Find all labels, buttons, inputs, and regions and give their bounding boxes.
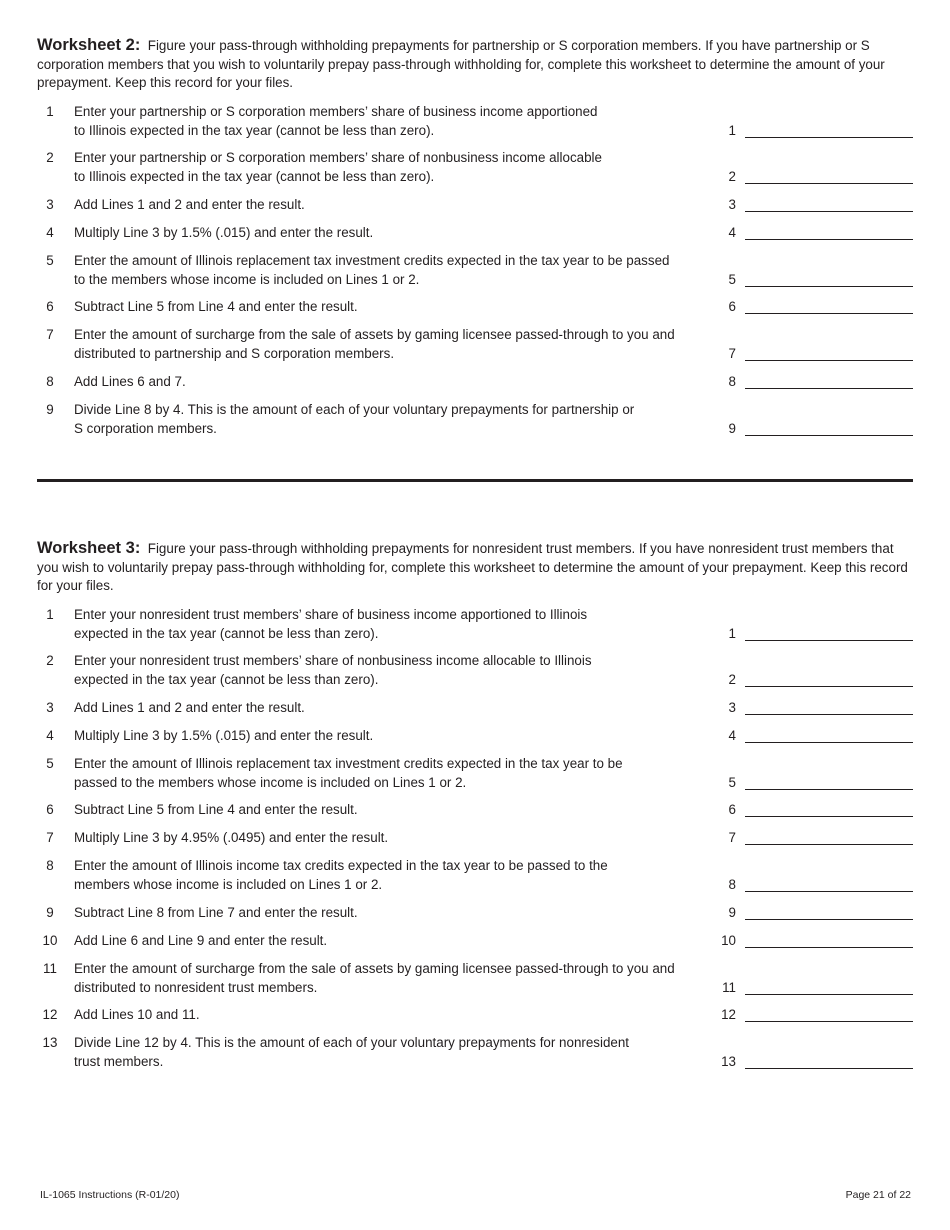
line-number: 5 xyxy=(46,253,54,268)
line-number: 8 xyxy=(46,858,54,873)
entry-line-number: 8 xyxy=(728,374,736,389)
amount-entry-field[interactable] xyxy=(745,165,913,184)
section-divider xyxy=(37,479,913,482)
line-instruction-text: Multiply Line 3 by 1.5% (.015) and enter the result. xyxy=(74,225,374,240)
worksheet-2 xyxy=(37,36,913,93)
line-instruction xyxy=(74,223,704,242)
worksheet-3-title: Worksheet 3: xyxy=(37,539,141,557)
line-instruction-text: S corporation members. xyxy=(74,421,217,436)
entry-line-number: 3 xyxy=(728,197,736,212)
line-instruction xyxy=(74,651,704,689)
line-number: 6 xyxy=(46,802,54,817)
entry-line-number: 5 xyxy=(728,272,736,287)
amount-entry-field[interactable] xyxy=(745,771,913,790)
entry-line-number: 12 xyxy=(721,1007,736,1022)
line-instruction-text: Add Lines 1 and 2 and enter the result. xyxy=(74,197,305,212)
amount-entry-field[interactable] xyxy=(745,668,913,687)
line-instruction-text: Enter the amount of surcharge from the sale of assets by gaming licensee passed-through to you and xyxy=(74,961,675,976)
ws3-line-4 xyxy=(37,726,913,745)
amount-entry-field[interactable] xyxy=(745,798,913,817)
line-instruction xyxy=(74,828,704,847)
amount-entry-field[interactable] xyxy=(745,929,913,948)
line-instruction-text: Enter your partnership or S corporation members’ share of business income apportioned xyxy=(74,104,598,119)
line-number: 5 xyxy=(46,756,54,771)
page-number: Page 21 of 22 xyxy=(845,1189,911,1201)
ws3-line-9 xyxy=(37,903,913,922)
line-number: 2 xyxy=(46,653,54,668)
line-instruction xyxy=(74,1033,704,1071)
line-instruction-text: Enter the amount of surcharge from the sale of assets by gaming licensee passed-through to you and xyxy=(74,327,675,342)
entry-line-number: 6 xyxy=(728,802,736,817)
entry-line-number: 11 xyxy=(722,980,736,995)
line-instruction-text: Multiply Line 3 by 4.95% (.0495) and enter the result. xyxy=(74,830,389,845)
line-instruction xyxy=(74,251,704,289)
line-instruction xyxy=(74,903,704,922)
line-instruction-text: distributed to partnership and S corporation members. xyxy=(74,346,395,361)
worksheet-3 xyxy=(37,539,913,596)
ws3-line-3 xyxy=(37,698,913,717)
entry-line-number: 2 xyxy=(728,672,736,687)
entry-line-number: 1 xyxy=(728,123,736,138)
entry-line-number: 8 xyxy=(728,877,736,892)
ws3-line-2 xyxy=(37,651,913,689)
entry-line-number: 2 xyxy=(728,169,736,184)
line-number: 8 xyxy=(46,374,54,389)
ws2-line-4 xyxy=(37,223,913,242)
ws3-line-11 xyxy=(37,959,913,997)
line-instruction-text: Subtract Line 5 from Line 4 and enter the result. xyxy=(74,299,358,314)
line-number: 4 xyxy=(46,225,54,240)
amount-entry-field[interactable] xyxy=(745,901,913,920)
line-instruction xyxy=(74,754,704,792)
line-instruction-text: Add Line 6 and Line 9 and enter the result. xyxy=(74,933,328,948)
ws2-line-5 xyxy=(37,251,913,289)
entry-line-number: 4 xyxy=(728,225,736,240)
line-instruction-text: expected in the tax year (cannot be less than zero). xyxy=(74,626,379,641)
entry-line-number: 5 xyxy=(728,775,736,790)
entry-line-number: 1 xyxy=(728,626,736,641)
ws3-line-1 xyxy=(37,605,913,643)
ws2-line-9 xyxy=(37,400,913,438)
line-number: 12 xyxy=(42,1007,58,1022)
amount-entry-field[interactable] xyxy=(745,622,913,641)
line-instruction-text: Add Lines 1 and 2 and enter the result. xyxy=(74,700,305,715)
line-number: 6 xyxy=(46,299,54,314)
entry-line-number: 4 xyxy=(728,728,736,743)
line-instruction-text: Add Lines 6 and 7. xyxy=(74,374,186,389)
line-instruction xyxy=(74,325,704,363)
entry-line-number: 13 xyxy=(721,1054,736,1069)
line-instruction-text: Enter the amount of Illinois replacement tax investment credits expected in the tax year to be passed xyxy=(74,253,670,268)
line-instruction xyxy=(74,931,704,950)
amount-entry-field[interactable] xyxy=(745,268,913,287)
ws2-line-1 xyxy=(37,102,913,140)
ws3-line-5 xyxy=(37,754,913,792)
line-instruction xyxy=(74,605,704,643)
line-number: 9 xyxy=(46,905,54,920)
amount-entry-field[interactable] xyxy=(745,724,913,743)
ws3-line-8 xyxy=(37,856,913,894)
line-number: 13 xyxy=(42,1035,58,1050)
line-instruction-text: Subtract Line 8 from Line 7 and enter the result. xyxy=(74,905,358,920)
entry-line-number: 3 xyxy=(728,700,736,715)
line-number: 1 xyxy=(46,104,54,119)
line-number: 7 xyxy=(46,830,54,845)
worksheet-2-intro-text: Figure your pass-through withholding prepayments for partnership or S corporation members. If you have partnership or S corporation members that you wish to voluntarily prepay pass-through withholding for, complete this worksheet to determine the amount of your prepayment. Keep this record for your files. xyxy=(37,38,885,90)
worksheet-2-title: Worksheet 2: xyxy=(37,36,141,54)
entry-line-number: 7 xyxy=(728,830,736,845)
amount-entry-field[interactable] xyxy=(745,1050,913,1069)
line-number: 2 xyxy=(46,150,54,165)
amount-entry-field[interactable] xyxy=(745,193,913,212)
line-instruction-text: passed to the members whose income is included on Lines 1 or 2. xyxy=(74,775,467,790)
amount-entry-field[interactable] xyxy=(745,342,913,361)
worksheet-3-intro-text: Figure your pass-through withholding prepayments for nonresident trust members. If you have nonresident trust members that you wish to voluntarily prepay pass-through withholding for, complete this worksheet to determine the amount of your prepayment. Keep this record for your files. xyxy=(37,541,908,593)
line-number: 1 xyxy=(46,607,54,622)
amount-entry-field[interactable] xyxy=(745,1003,913,1022)
line-instruction-text: Enter the amount of Illinois replacement tax investment credits expected in the tax year to be xyxy=(74,756,623,771)
entry-line-number: 9 xyxy=(728,421,736,436)
amount-entry-field[interactable] xyxy=(745,696,913,715)
amount-entry-field[interactable] xyxy=(745,370,913,389)
line-instruction-text: Divide Line 12 by 4. This is the amount of each of your voluntary prepayments for nonresident xyxy=(74,1035,630,1050)
line-instruction-text: to Illinois expected in the tax year (cannot be less than zero). xyxy=(74,169,435,184)
ws3-line-7 xyxy=(37,828,913,847)
line-number: 3 xyxy=(46,197,54,212)
line-instruction xyxy=(74,856,704,894)
amount-entry-field[interactable] xyxy=(745,976,913,995)
line-instruction xyxy=(74,297,704,316)
line-instruction xyxy=(74,400,704,438)
ws2-line-7 xyxy=(37,325,913,363)
line-number: 7 xyxy=(46,327,54,342)
line-instruction-text: Enter your nonresident trust members’ share of nonbusiness income allocable to Illinois xyxy=(74,653,592,668)
amount-entry-field[interactable] xyxy=(745,873,913,892)
ws3-line-12 xyxy=(37,1005,913,1024)
line-instruction-text: to the members whose income is included on Lines 1 or 2. xyxy=(74,272,420,287)
ws3-line-13 xyxy=(37,1033,913,1071)
ws3-line-6 xyxy=(37,800,913,819)
line-instruction-text: Add Lines 10 and 11. xyxy=(74,1007,200,1022)
ws2-line-6 xyxy=(37,297,913,316)
entry-line-number: 7 xyxy=(728,346,736,361)
worksheet-2-intro xyxy=(37,36,913,93)
line-instruction-text: Enter your partnership or S corporation members’ share of nonbusiness income allocable xyxy=(74,150,602,165)
line-instruction xyxy=(74,698,704,717)
line-instruction-text: members whose income is included on Lines 1 or 2. xyxy=(74,877,383,892)
line-instruction-text: Multiply Line 3 by 1.5% (.015) and enter the result. xyxy=(74,728,374,743)
amount-entry-field[interactable] xyxy=(745,221,913,240)
line-instruction xyxy=(74,1005,704,1024)
line-number: 3 xyxy=(46,700,54,715)
line-instruction-text: Enter the amount of Illinois income tax credits expected in the tax year to be passed to the xyxy=(74,858,608,873)
entry-line-number: 6 xyxy=(728,299,736,314)
line-instruction xyxy=(74,372,704,391)
ws2-line-3 xyxy=(37,195,913,214)
line-number: 10 xyxy=(42,933,58,948)
ws3-line-10 xyxy=(37,931,913,950)
amount-entry-field[interactable] xyxy=(745,295,913,314)
form-identifier: IL-1065 Instructions (R-01/20) xyxy=(40,1189,180,1201)
line-instruction-text: Enter your nonresident trust members’ share of business income apportioned to Illinois xyxy=(74,607,588,622)
worksheet-3-intro xyxy=(37,539,913,596)
line-instruction-text: Divide Line 8 by 4. This is the amount of each of your voluntary prepayments for partnership or xyxy=(74,402,635,417)
line-instruction xyxy=(74,726,704,745)
line-instruction-text: distributed to nonresident trust members. xyxy=(74,980,318,995)
line-instruction xyxy=(74,148,704,186)
line-number: 4 xyxy=(46,728,54,743)
amount-entry-field[interactable] xyxy=(745,826,913,845)
amount-entry-field[interactable] xyxy=(745,119,913,138)
line-number: 11 xyxy=(43,961,57,976)
line-instruction-text: expected in the tax year (cannot be less than zero). xyxy=(74,672,379,687)
line-instruction-text: to Illinois expected in the tax year (cannot be less than zero). xyxy=(74,123,435,138)
entry-line-number: 9 xyxy=(728,905,736,920)
line-instruction xyxy=(74,195,704,214)
line-instruction xyxy=(74,800,704,819)
ws2-line-8 xyxy=(37,372,913,391)
line-instruction-text: Subtract Line 5 from Line 4 and enter the result. xyxy=(74,802,358,817)
line-instruction xyxy=(74,959,704,997)
entry-line-number: 10 xyxy=(721,933,736,948)
ws2-line-2 xyxy=(37,148,913,186)
line-number: 9 xyxy=(46,402,54,417)
line-instruction-text: trust members. xyxy=(74,1054,164,1069)
line-instruction xyxy=(74,102,704,140)
amount-entry-field[interactable] xyxy=(745,417,913,436)
